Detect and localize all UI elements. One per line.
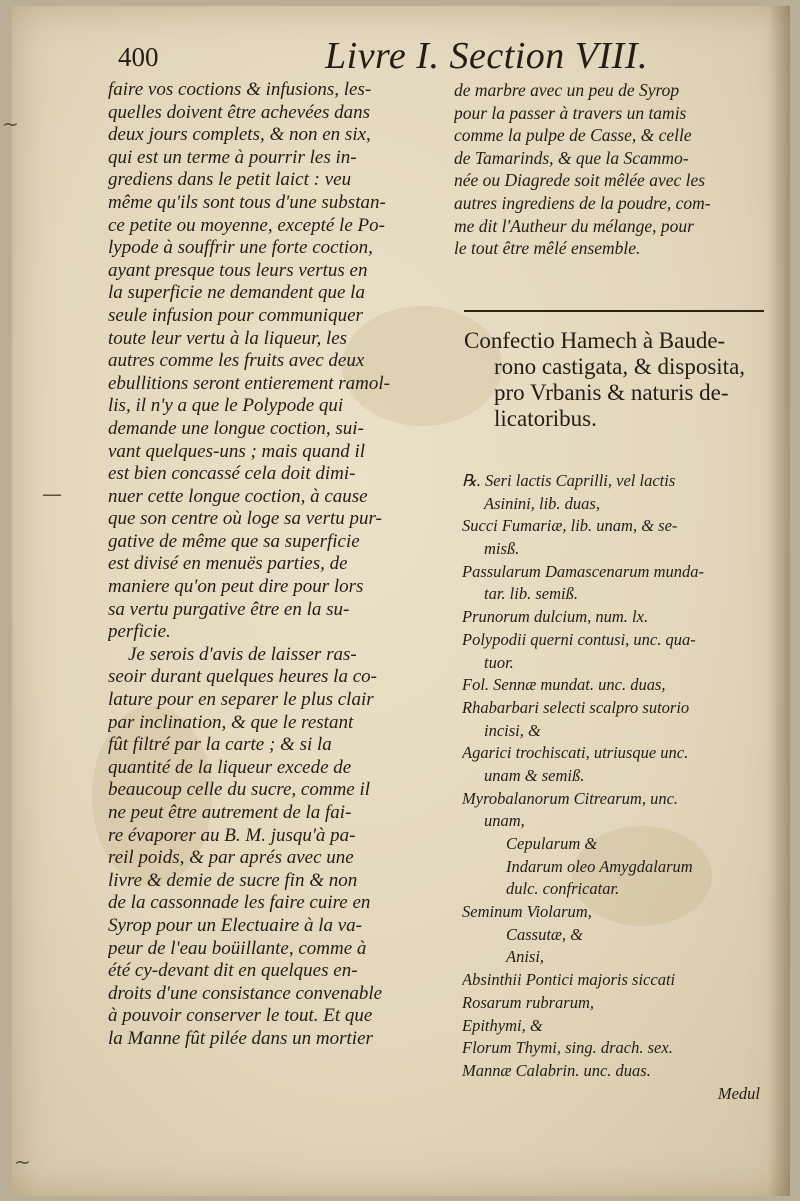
- left-column-text: [108, 79, 434, 1051]
- recipe-item: misß.: [484, 539, 520, 559]
- text-line: droits d'une consistance convenable: [108, 982, 383, 1004]
- recipe-item: Absinthii Pontici majoris siccati: [462, 970, 676, 990]
- title-line: Confectio Hamech à Baude-: [464, 328, 726, 353]
- text-line: Syrop pour un Electuaire à la va-: [108, 914, 362, 936]
- running-title: Livre I. Section VIII.: [325, 35, 648, 77]
- title-line: rono castigata, & disposita,: [494, 354, 746, 379]
- text-line: reil poids, & par aprés avec une: [108, 847, 354, 869]
- text-line: même qu'ils sont tous d'une substan-: [108, 191, 386, 213]
- recipe-item: Asinini, lib. duas,: [484, 493, 600, 513]
- recipe-item: incisi, &: [484, 720, 541, 740]
- text-line: est bien concassé cela doit dimi-: [108, 463, 356, 485]
- recipe-item: ℞. Seri lactis Caprilli, vel lactis: [462, 471, 676, 490]
- text-line: fût filtré par la carte ; & si la: [108, 734, 332, 756]
- text-line: ne peut être autrement de la fai-: [108, 802, 352, 823]
- page-number: 400: [118, 42, 159, 72]
- text-line: seoir durant quelques heures la co-: [108, 666, 377, 688]
- recipe-item: Florum Thymi, sing. drach. sex.: [462, 1038, 673, 1058]
- text-line: été cy-devant dit en quelques en-: [108, 960, 358, 982]
- text-line: ce petite ou moyenne, excepté le Po-: [108, 214, 385, 236]
- text-line: perficie.: [108, 621, 171, 643]
- text-line: autres comme les fruits avec deux: [108, 350, 365, 372]
- text-line: quantité de la liqueur excede de: [108, 756, 352, 778]
- text-line: à pouvoir conserver le tout. Et que: [108, 1005, 373, 1027]
- recipe-item: Polypodii querni contusi, unc. qua-: [462, 629, 696, 649]
- text-line: le tout être mêlé ensemble.: [454, 238, 641, 259]
- text-line: faire vos coctions & infusions, les-: [108, 79, 372, 100]
- recipe-item: unam,: [484, 811, 525, 831]
- text-line: la superficie ne demandent que la: [108, 282, 365, 304]
- recipe-item: tuor.: [484, 652, 514, 672]
- text-line: grediens dans le petit laict : veu: [108, 169, 352, 191]
- text-line: lature pour en separer le plus clair: [108, 689, 374, 711]
- text-line: comme la pulpe de Casse, & celle: [454, 125, 692, 146]
- text-line: seule infusion pour communiquer: [108, 304, 363, 326]
- recipe-item: Indarum oleo Amygdalarum: [506, 856, 693, 876]
- text-line: re évaporer au B. M. jusqu'à pa-: [108, 824, 356, 846]
- text-line: la Manne fût pilée dans un mortier: [108, 1027, 373, 1049]
- recipe-item: Myrobalanorum Citrearum, unc.: [462, 788, 679, 808]
- recipe-item: Prunorum dulcium, num. lx.: [462, 607, 649, 627]
- margin-mark: ~: [2, 112, 19, 136]
- text-line: est divisé en menuës parties, de: [108, 553, 348, 575]
- text-line: pour la passer à travers un tamis: [454, 102, 687, 123]
- recipe-item: Cassutæ, &: [506, 924, 584, 944]
- recipe-item: unam & semiß.: [484, 765, 585, 785]
- text-line: née ou Diagrede soit mêlée avec les: [454, 170, 706, 191]
- recipe-item: Anisi,: [506, 947, 545, 967]
- text-line: quelles doivent être achevées dans: [108, 101, 371, 123]
- section-rule: [464, 310, 764, 312]
- text-line: que son centre où loge sa vertu pur-: [108, 508, 382, 530]
- text-line: toute leur vertu à la liqueur, les: [108, 327, 348, 349]
- text-line: par inclination, & que le restant: [108, 711, 354, 733]
- confectio-title: [464, 328, 774, 432]
- recipe-item: Cepularum &: [506, 834, 598, 853]
- text-line: de marbre avec un peu de Syrop: [454, 80, 680, 100]
- text-line: peur de l'eau boüillante, comme à: [108, 937, 367, 959]
- title-line: licatoribus.: [494, 406, 597, 431]
- recipe-item: Rhabarbari selecti scalpro sutorio: [462, 697, 690, 717]
- recipe-item: dulc. confricatar.: [506, 879, 620, 899]
- text-line: deux jours complets, & non en six,: [108, 124, 371, 146]
- recipe-item: Succi Fumariæ, lib. unam, & se-: [462, 516, 678, 536]
- text-line: de Tamarinds, & que la Scammo-: [454, 147, 689, 168]
- recipe-item: Mannæ Calabrin. unc. duas.: [462, 1060, 651, 1080]
- recipe-item: Epithymi, &: [462, 1015, 543, 1035]
- recipe-item: Agarici trochiscati, utriusque unc.: [462, 743, 689, 763]
- text-line: nuer cette longue coction, à cause: [108, 485, 368, 507]
- text-line: lis, il n'y a que le Polypode qui: [108, 395, 344, 417]
- text-line: de la cassonnade les faire cuire en: [108, 892, 371, 914]
- text-line: qui est un terme à pourrir les in-: [108, 146, 357, 168]
- recipe-item: Rosarum rubrarum,: [462, 992, 595, 1012]
- text-line: vant quelques-uns ; mais quand il: [108, 440, 366, 462]
- text-line: ayant presque tous leurs vertus en: [108, 259, 368, 281]
- text-line: gative de même que sa superficie: [108, 530, 360, 552]
- recipe-list: [462, 470, 774, 1105]
- recipe-item: tar. lib. semiß.: [484, 584, 578, 604]
- margin-mark: —: [42, 482, 62, 506]
- text-line: ebullitions seront entierement ramol-: [108, 372, 390, 394]
- recipe-item: Passularum Damascenarum munda-: [462, 561, 704, 581]
- text-line: maniere qu'on peut dire pour lors: [108, 576, 364, 598]
- text-line: demande une longue coction, sui-: [108, 417, 364, 439]
- text-line: lypode à souffrir une forte coction,: [108, 237, 373, 259]
- catchword: Medul: [717, 1083, 760, 1103]
- text-line: beaucoup celle du sucre, comme il: [108, 779, 371, 801]
- page-header: [110, 34, 670, 77]
- recipe-item: Seminum Violarum,: [462, 902, 592, 922]
- text-line: livre & demie de sucre fin & non: [108, 869, 358, 891]
- title-line: pro Vrbanis & naturis de-: [494, 380, 729, 405]
- right-column-text: [454, 79, 764, 260]
- text-line: sa vertu purgative être en la su-: [108, 598, 350, 620]
- text-line: Je serois d'avis de laisser ras-: [128, 643, 357, 665]
- text-line: me dit l'Autheur du mélange, pour: [454, 215, 694, 236]
- text-line: autres ingrediens de la poudre, com-: [454, 192, 711, 213]
- recipe-item: Fol. Sennæ mundat. unc. duas,: [462, 675, 666, 695]
- margin-mark: ~: [14, 1150, 31, 1174]
